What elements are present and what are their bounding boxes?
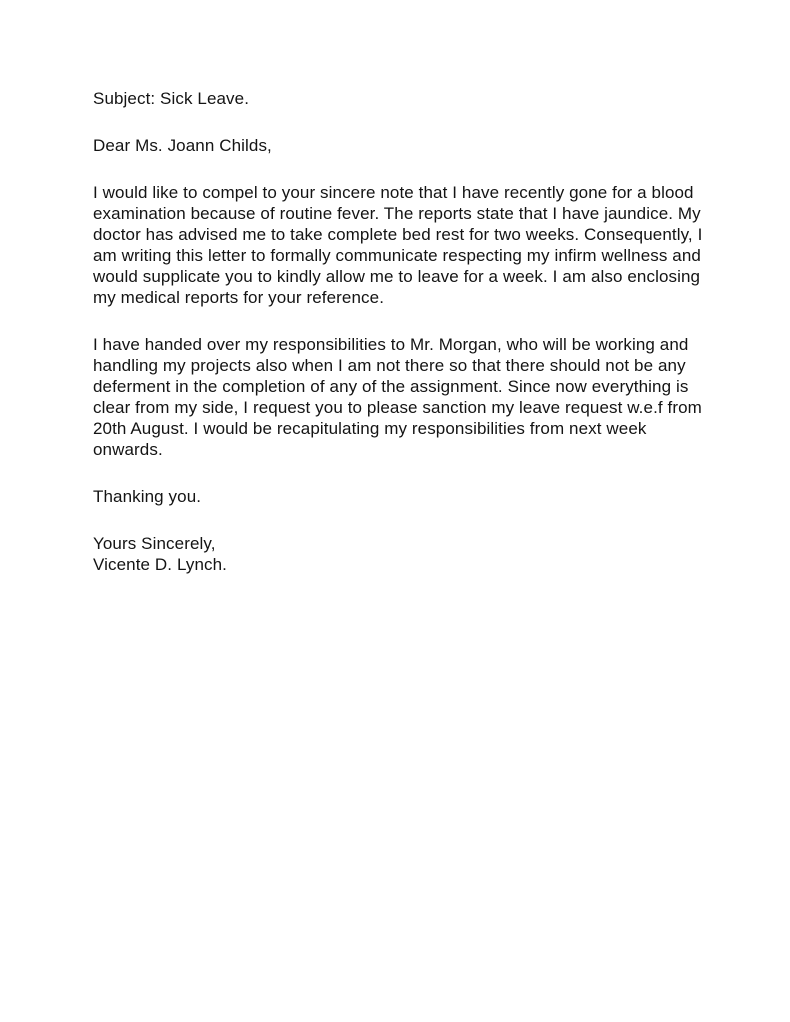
salutation-line: Dear Ms. Joann Childs, <box>93 136 272 155</box>
signoff-line: Yours Sincerely, <box>93 534 216 553</box>
signature-name: Vicente D. Lynch. <box>93 555 227 574</box>
subject-line: Subject: Sick Leave. <box>93 89 250 108</box>
signature-block <box>93 533 711 575</box>
sick-leave-letter <box>93 88 711 575</box>
closing-line: Thanking you. <box>93 487 202 506</box>
body-paragraph-2: I have handed over my responsibilities to Mr. Morgan, who will be working and handling my projects also when I am not there so that there should not be any deferment in the completion of any of the assignment. Since now everything is clear from my side, I request you to please sanction my leave request w.e.f from 20th August. I would be recapitulating my responsibilities from next week onwards. <box>93 335 702 459</box>
body-paragraph-1: I would like to compel to your sincere note that I have recently gone for a blood examination because of routine fever. The reports state that I have jaundice. My doctor has advised me to take complete bed rest for two weeks. Consequently, I am writing this letter to formally communicate respecting my infirm wellness and would supplicate you to kindly allow me to leave for a week. I am also enclosing my medical reports for your reference. <box>93 183 703 307</box>
